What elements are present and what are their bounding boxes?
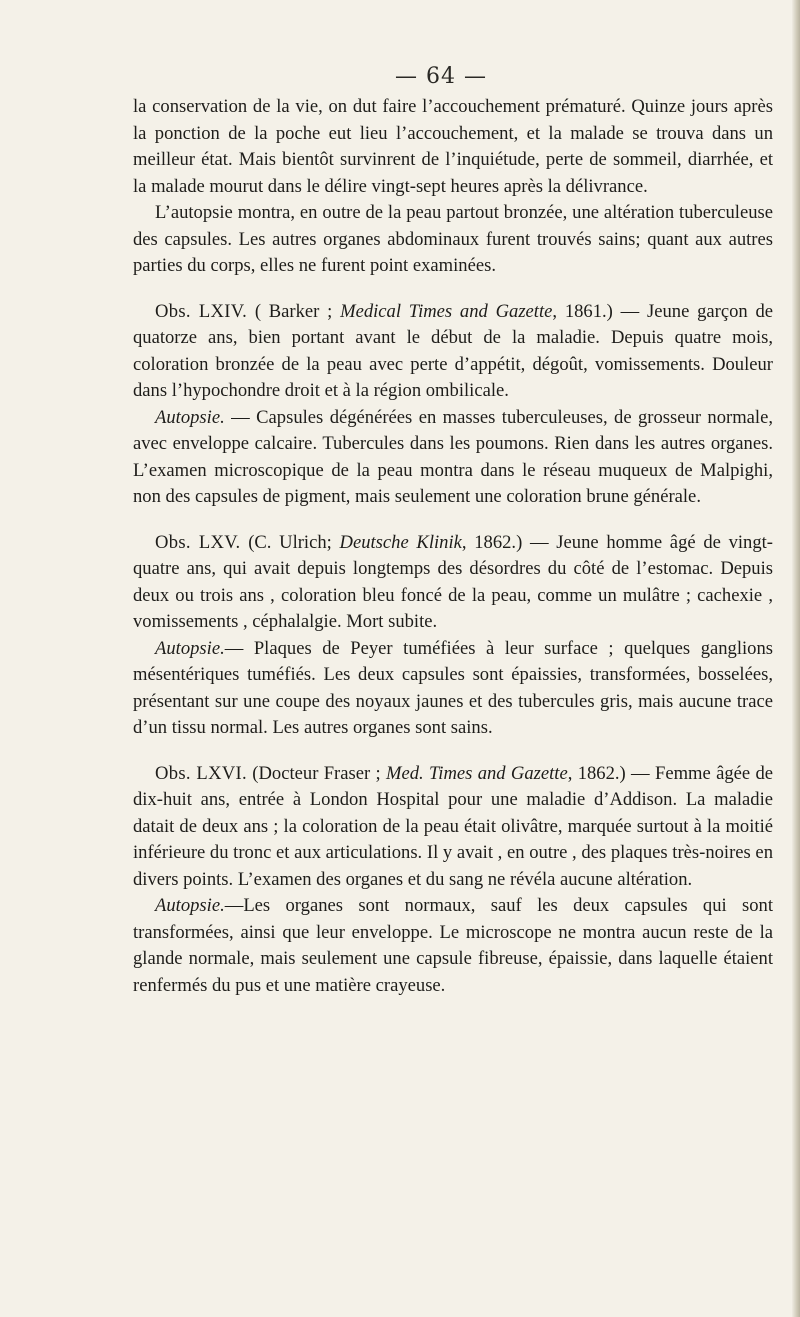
page-body	[133, 94, 773, 999]
observation-64-label: Obs. LXIV.	[155, 300, 248, 322]
observation-64-autopsy	[133, 405, 773, 511]
observation-66	[133, 761, 773, 894]
observation-64	[133, 299, 773, 405]
observation-66-source-open: (Docteur Fraser ;	[246, 762, 386, 784]
intro-paragraph: la conservation de la vie, on dut faire l’accouchement prématuré. Quinze jours après la ponction de la poche eut lieu l’accouchement, et la malade se trouva dans un meilleur état. Mais bientôt survinrent de l’inquiétude, perte de sommeil, diarrhée, et la malade mourut dans le délire vingt-sept heures après la délivrance.	[133, 96, 773, 197]
observation-66-source-title: Med. Times and Gazette	[385, 762, 568, 784]
observation-66-autopsy-text: —Les organes sont normaux, sauf les deux capsules qui sont transformées, ainsi que leur enveloppe. Le microscope ne montra aucun reste de la glande normale, mais seulement une capsule fibreuse, épaissie, dans laquelle étaient renfermés du pus et une matière crayeuse.	[133, 895, 773, 996]
observation-65	[133, 530, 773, 636]
observation-65-autopsy-label: Autopsie.	[155, 637, 225, 659]
observation-66-label: Obs. LXVI.	[155, 762, 247, 784]
observation-65-autopsy-text: — Plaques de Peyer tuméfiées à leur surface ; quelques ganglions mésentériques tuméfiés. Les deux capsules sont épaissies, transformées, bosselées, présentant sur une coupe des noyaux jaunes et des tubercules gris, mais aucune trace d’un tissu normal. Les autres organes sont sains.	[133, 637, 773, 738]
observation-64-case: Jeune garçon de quatorze ans, bien portant avant le début de la maladie. Depuis quatre mois, coloration bronzée de la peau avec perte d’appétit, dégoût, vomissements. Douleur dans l’hypochondre droit et à la région ombilicale.	[133, 300, 774, 401]
observation-65-case: Jeune homme âgé de vingt-quatre ans, qui avait depuis longtemps des désordres du côté de l’estomac. Depuis deux ou trois ans , coloration bleu foncé de la peau, comme un mulâtre ; cachexie , vomissements , céphalalgie. Mort subite.	[133, 531, 773, 632]
observation-66-source-close: , 1862.) —	[567, 762, 655, 784]
observation-66-autopsy-label: Autopsie.	[155, 895, 225, 916]
intro-autopsy-paragraph: L’autopsie montra, en outre de la peau partout bronzée, une altération tuberculeuse des capsules. Les autres organes abdominaux furent trouvés sains; quant aux autres parties du corps, elles ne furent point examinées.	[133, 202, 773, 276]
observation-64-source-title: Medical Times and Gazette	[340, 300, 553, 322]
observation-65-label: Obs. LXV.	[155, 531, 241, 553]
page-number: — 64 —	[395, 64, 487, 89]
observation-64-autopsy-label: Autopsie.	[155, 406, 225, 428]
observation-65-autopsy	[133, 636, 773, 742]
observation-64-autopsy-text: — Capsules dégénérées en masses tuberculeuses, de grosseur normale, avec enveloppe calcaire. Tubercules dans les poumons. Rien dans les autres organes. L’examen microscopique de la peau montra dans le réseau muqueux de Malpighi, non des capsules de pigment, mais seulement une coloration brune générale.	[133, 406, 773, 507]
observation-65-source-close: , 1862.) —	[461, 531, 557, 553]
observation-65-source-title: Deutsche Klinik	[339, 531, 462, 553]
observation-65-source-open: (C. Ulrich;	[240, 531, 340, 553]
observation-64-source-open: ( Barker ;	[247, 300, 341, 322]
observation-66-case: Femme âgée de dix-huit ans, entrée à London Hospital pour une maladie d’Addison. La maladie datait de deux ans ; la coloration de la peau était olivâtre, marquée surtout à la moitié inférieure du tronc et aux articulations. Il y avait , en outre , des plaques très-noires en divers points. L’examen des organes et du sang ne révéla aucune altération.	[133, 762, 774, 890]
observation-66-autopsy	[133, 893, 773, 999]
observation-64-source-close: , 1861.) —	[552, 300, 647, 322]
